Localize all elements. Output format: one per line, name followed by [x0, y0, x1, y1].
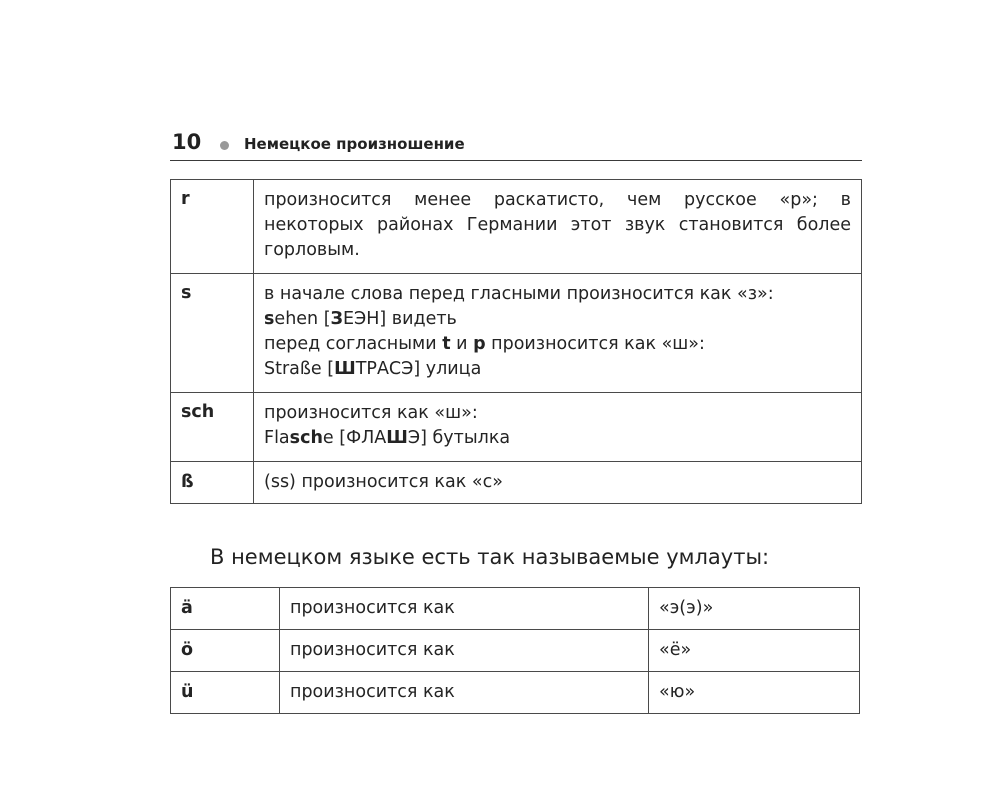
letter-cell: s [171, 274, 254, 393]
description-line: перед согласными t и p произносится как «ш»: [264, 334, 705, 354]
description-cell [254, 393, 862, 462]
example-line: Straße [ШТРАСЭ] улица [264, 359, 482, 379]
verb-cell: произносится как [280, 672, 649, 714]
letter-cell: r [171, 180, 254, 274]
table-row [171, 393, 862, 462]
consonants-table [170, 179, 862, 504]
section-title: Немецкое произношение [244, 135, 465, 153]
page-header [170, 128, 862, 161]
umlaut-intro: В немецком языке есть так называемые умлауты: [210, 545, 770, 569]
description-line: в начале слова перед гласными произносится как «з»: [264, 284, 774, 304]
description-cell: (ss) произносится как «с» [254, 462, 862, 504]
description-cell: произносится менее раскатисто, чем русское «р»; в некоторых районах Германии этот звук становится более горловым. [254, 180, 862, 274]
verb-cell: произносится как [280, 588, 649, 630]
table-row [171, 672, 860, 714]
table-row [171, 180, 862, 274]
letter-cell: sch [171, 393, 254, 462]
verb-cell: произносится как [280, 630, 649, 672]
example-line: sehen [ЗЕЭН] видеть [264, 309, 457, 329]
letter-cell: ö [171, 630, 280, 672]
table-row [171, 274, 862, 393]
umlauts-table [170, 587, 860, 714]
description-line: произносится как «ш»: [264, 403, 478, 423]
letter-cell: ü [171, 672, 280, 714]
description-cell [254, 274, 862, 393]
bullet-dot-icon [220, 141, 229, 150]
sound-cell: «ю» [649, 672, 860, 714]
table-row [171, 588, 860, 630]
letter-cell: ß [171, 462, 254, 504]
sound-cell: «э(э)» [649, 588, 860, 630]
table-row [171, 462, 862, 504]
sound-cell: «ё» [649, 630, 860, 672]
example-line: Flasche [ФЛАШЭ] бутылка [264, 428, 511, 448]
page-number: 10 [172, 130, 202, 154]
letter-cell: ä [171, 588, 280, 630]
table-row [171, 630, 860, 672]
